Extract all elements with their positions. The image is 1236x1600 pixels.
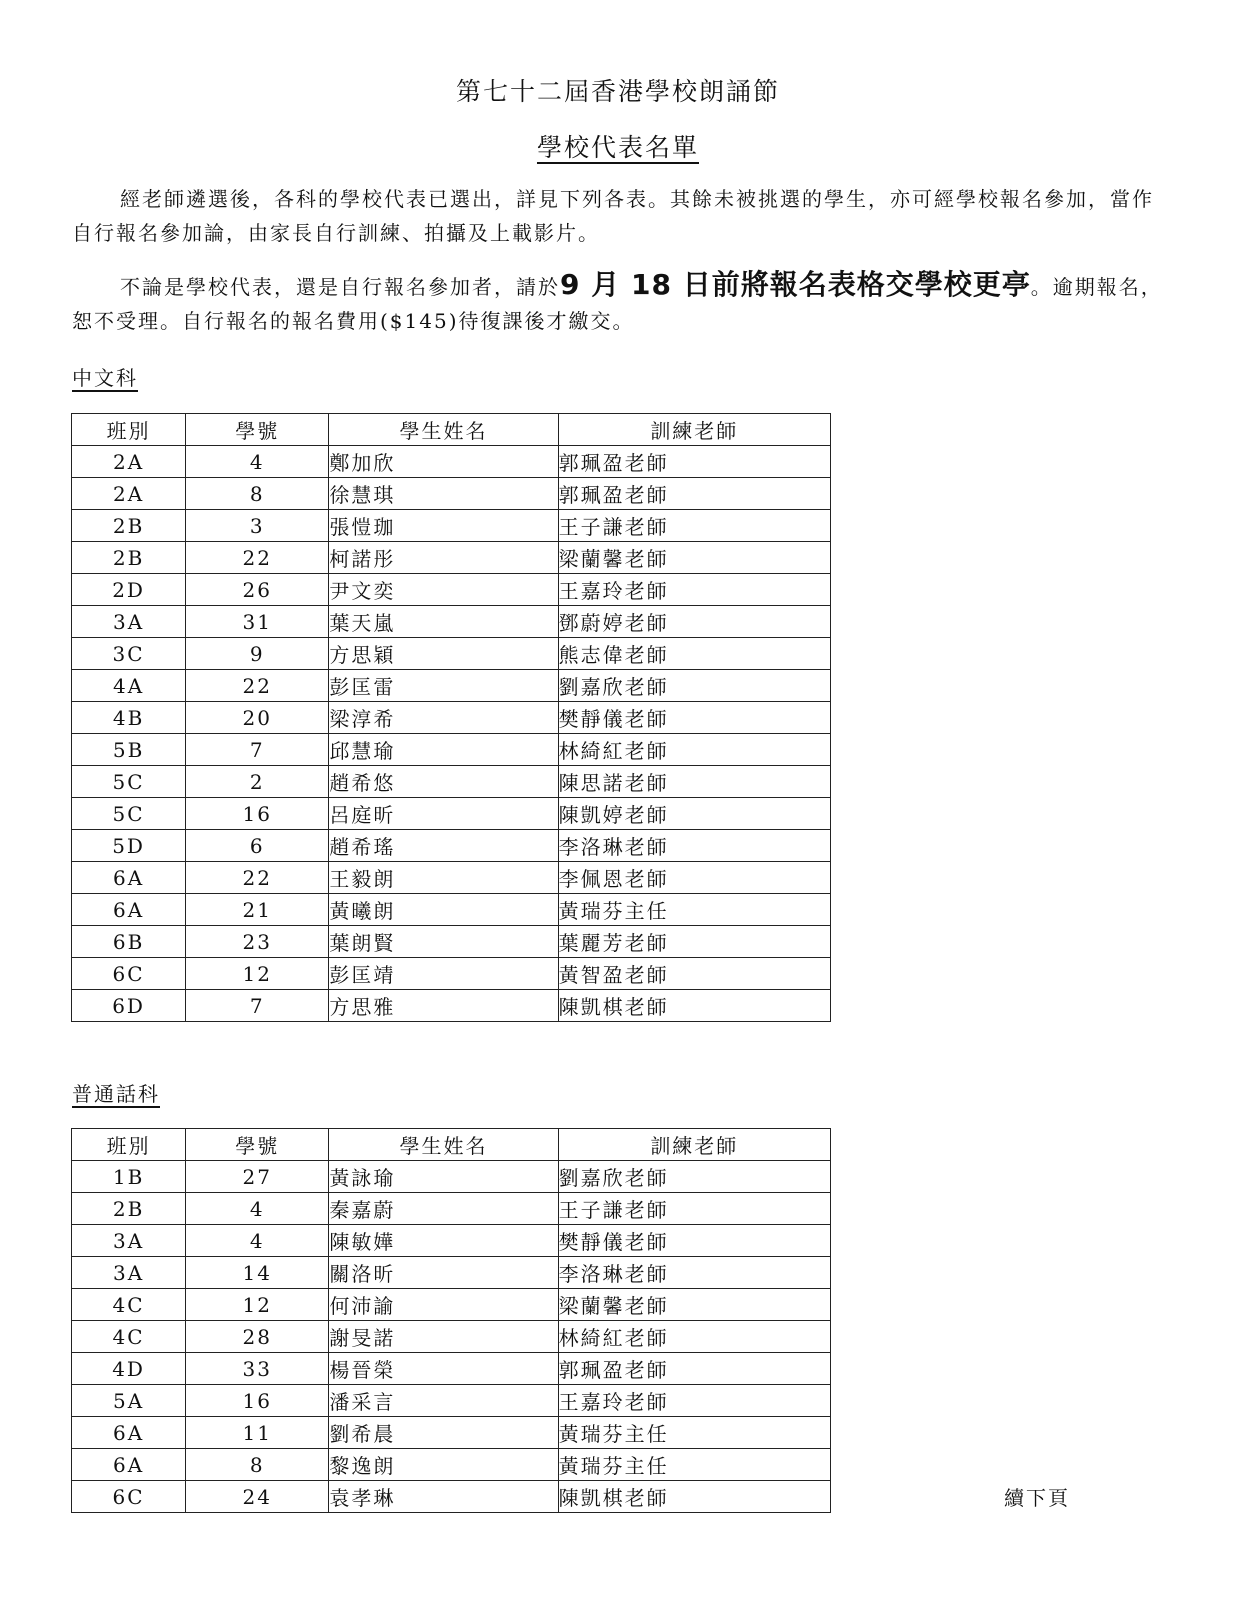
student-name-cell: 黎逸朗 <box>329 1449 558 1481</box>
class-cell: 2A <box>72 478 186 510</box>
table-row <box>72 1481 831 1513</box>
student-name-cell: 彭匡雷 <box>329 670 558 702</box>
column-header-teacher: 訓練老師 <box>558 414 830 446</box>
page-subtitle: 學校代表名單 <box>536 133 699 162</box>
student-name-cell: 梁淳希 <box>329 702 558 734</box>
student-name-cell: 謝旻諾 <box>329 1321 558 1353</box>
teacher-cell: 陳凱棋老師 <box>558 990 830 1022</box>
table-row <box>72 446 831 478</box>
chinese-roster-body <box>72 446 831 1022</box>
section-label-putonghua: 普通話科 <box>72 1082 160 1106</box>
teacher-cell: 鄧蔚婷老師 <box>558 606 830 638</box>
teacher-cell: 熊志偉老師 <box>558 638 830 670</box>
teacher-cell: 李洛琳老師 <box>558 1257 830 1289</box>
deadline-text-before: 不論是學校代表，還是自行報名參加者，請於 <box>120 275 560 299</box>
student-number-cell: 4 <box>186 446 329 478</box>
column-header-student: 學生姓名 <box>329 1129 558 1161</box>
table-header-row <box>72 414 831 446</box>
student-number-cell: 31 <box>186 606 329 638</box>
table-row <box>72 1321 831 1353</box>
class-cell: 2B <box>72 542 186 574</box>
student-name-cell: 袁孝琳 <box>329 1481 558 1513</box>
student-name-cell: 何沛諭 <box>329 1289 558 1321</box>
table-row <box>72 1417 831 1449</box>
class-cell: 6A <box>72 862 186 894</box>
column-header-class: 班別 <box>72 414 186 446</box>
student-name-cell: 葉朗賢 <box>329 926 558 958</box>
section-label-chinese: 中文科 <box>72 366 138 390</box>
putonghua-roster-table <box>71 1128 831 1513</box>
page-title: 第七十二屆香港學校朗誦節 <box>455 77 780 106</box>
class-cell: 4B <box>72 702 186 734</box>
student-name-cell: 王毅朗 <box>329 862 558 894</box>
student-name-cell: 呂庭昕 <box>329 798 558 830</box>
table-row <box>72 798 831 830</box>
table-row <box>72 638 831 670</box>
student-number-cell: 11 <box>186 1417 329 1449</box>
student-number-cell: 14 <box>186 1257 329 1289</box>
student-number-cell: 21 <box>186 894 329 926</box>
intro-paragraph <box>72 182 1167 250</box>
table-row <box>72 1385 831 1417</box>
chinese-roster-table <box>71 413 831 1022</box>
teacher-cell: 樊靜儀老師 <box>558 1225 830 1257</box>
student-name-cell: 方思穎 <box>329 638 558 670</box>
class-cell: 5D <box>72 830 186 862</box>
table-row <box>72 606 831 638</box>
teacher-cell: 梁蘭馨老師 <box>558 1289 830 1321</box>
student-name-cell: 趙希瑤 <box>329 830 558 862</box>
column-header-number: 學號 <box>186 1129 329 1161</box>
table-row <box>72 958 831 990</box>
teacher-cell: 郭珮盈老師 <box>558 1353 830 1385</box>
class-cell: 6C <box>72 1481 186 1513</box>
class-cell: 6A <box>72 894 186 926</box>
teacher-cell: 黃智盈老師 <box>558 958 830 990</box>
teacher-cell: 黃瑞芬主任 <box>558 1449 830 1481</box>
student-name-cell: 方思雅 <box>329 990 558 1022</box>
student-number-cell: 9 <box>186 638 329 670</box>
table-row <box>72 1449 831 1481</box>
student-number-cell: 28 <box>186 1321 329 1353</box>
table-row <box>72 766 831 798</box>
student-name-cell: 劉希晨 <box>329 1417 558 1449</box>
student-number-cell: 26 <box>186 574 329 606</box>
class-cell: 3C <box>72 638 186 670</box>
class-cell: 3A <box>72 1257 186 1289</box>
student-number-cell: 2 <box>186 766 329 798</box>
table-row <box>72 574 831 606</box>
class-cell: 4A <box>72 670 186 702</box>
class-cell: 6C <box>72 958 186 990</box>
class-cell: 1B <box>72 1161 186 1193</box>
table-row <box>72 862 831 894</box>
class-cell: 5C <box>72 766 186 798</box>
teacher-cell: 葉麗芳老師 <box>558 926 830 958</box>
student-name-cell: 柯諾彤 <box>329 542 558 574</box>
student-number-cell: 12 <box>186 1289 329 1321</box>
teacher-cell: 陳思諾老師 <box>558 766 830 798</box>
subtitle-wrap <box>0 128 1236 164</box>
table-row <box>72 894 831 926</box>
student-name-cell: 潘采言 <box>329 1385 558 1417</box>
teacher-cell: 樊靜儀老師 <box>558 702 830 734</box>
class-cell: 2B <box>72 1193 186 1225</box>
student-number-cell: 20 <box>186 702 329 734</box>
class-cell: 2B <box>72 510 186 542</box>
teacher-cell: 王嘉玲老師 <box>558 574 830 606</box>
teacher-cell: 梁蘭馨老師 <box>558 542 830 574</box>
student-name-cell: 陳敏嬅 <box>329 1225 558 1257</box>
student-number-cell: 33 <box>186 1353 329 1385</box>
table-row <box>72 734 831 766</box>
student-name-cell: 張愷珈 <box>329 510 558 542</box>
deadline-emphasis: 9 月 18 日前將報名表格交學校更亭 <box>560 268 1031 301</box>
teacher-cell: 李佩恩老師 <box>558 862 830 894</box>
class-cell: 6B <box>72 926 186 958</box>
table-row <box>72 1353 831 1385</box>
student-number-cell: 22 <box>186 542 329 574</box>
class-cell: 5A <box>72 1385 186 1417</box>
student-name-cell: 黃曦朗 <box>329 894 558 926</box>
deadline-text-after: 。逾期報名，恕不受理。自行報名的報名費用($145)待復課後才繳交。 <box>72 275 1163 333</box>
student-number-cell: 12 <box>186 958 329 990</box>
student-name-cell: 彭匡靖 <box>329 958 558 990</box>
continued-note: 續下頁 <box>1004 1486 1070 1510</box>
teacher-cell: 李洛琳老師 <box>558 830 830 862</box>
class-cell: 4C <box>72 1321 186 1353</box>
class-cell: 5B <box>72 734 186 766</box>
putonghua-roster-body <box>72 1161 831 1513</box>
student-number-cell: 16 <box>186 798 329 830</box>
class-cell: 4C <box>72 1289 186 1321</box>
table-row <box>72 670 831 702</box>
table-row <box>72 1257 831 1289</box>
column-header-class: 班別 <box>72 1129 186 1161</box>
student-number-cell: 4 <box>186 1225 329 1257</box>
student-number-cell: 6 <box>186 830 329 862</box>
class-cell: 4D <box>72 1353 186 1385</box>
student-name-cell: 邱慧瑜 <box>329 734 558 766</box>
student-number-cell: 7 <box>186 990 329 1022</box>
student-number-cell: 8 <box>186 1449 329 1481</box>
student-number-cell: 24 <box>186 1481 329 1513</box>
student-number-cell: 27 <box>186 1161 329 1193</box>
teacher-cell: 陳凱棋老師 <box>558 1481 830 1513</box>
table-row <box>72 478 831 510</box>
student-number-cell: 23 <box>186 926 329 958</box>
class-cell: 3A <box>72 1225 186 1257</box>
class-cell: 6A <box>72 1417 186 1449</box>
table-row <box>72 1193 831 1225</box>
table-row <box>72 1289 831 1321</box>
table-row <box>72 1225 831 1257</box>
column-header-student: 學生姓名 <box>329 414 558 446</box>
class-cell: 6D <box>72 990 186 1022</box>
class-cell: 2D <box>72 574 186 606</box>
student-name-cell: 鄭加欣 <box>329 446 558 478</box>
table-row <box>72 1161 831 1193</box>
student-name-cell: 徐慧琪 <box>329 478 558 510</box>
student-number-cell: 16 <box>186 1385 329 1417</box>
student-number-cell: 3 <box>186 510 329 542</box>
student-name-cell: 黃詠瑜 <box>329 1161 558 1193</box>
table-row <box>72 542 831 574</box>
teacher-cell: 劉嘉欣老師 <box>558 1161 830 1193</box>
table-row <box>72 510 831 542</box>
student-name-cell: 關洛昕 <box>329 1257 558 1289</box>
student-name-cell: 趙希悠 <box>329 766 558 798</box>
class-cell: 3A <box>72 606 186 638</box>
student-number-cell: 22 <box>186 670 329 702</box>
column-header-teacher: 訓練老師 <box>558 1129 830 1161</box>
table-row <box>72 702 831 734</box>
student-name-cell: 楊晉榮 <box>329 1353 558 1385</box>
table-header-row <box>72 1129 831 1161</box>
teacher-cell: 王子謙老師 <box>558 1193 830 1225</box>
teacher-cell: 王子謙老師 <box>558 510 830 542</box>
teacher-cell: 劉嘉欣老師 <box>558 670 830 702</box>
teacher-cell: 林綺紅老師 <box>558 1321 830 1353</box>
student-name-cell: 秦嘉蔚 <box>329 1193 558 1225</box>
teacher-cell: 郭珮盈老師 <box>558 446 830 478</box>
class-cell: 6A <box>72 1449 186 1481</box>
student-number-cell: 7 <box>186 734 329 766</box>
student-number-cell: 8 <box>186 478 329 510</box>
deadline-paragraph <box>72 268 1167 338</box>
teacher-cell: 陳凱婷老師 <box>558 798 830 830</box>
column-header-number: 學號 <box>186 414 329 446</box>
student-name-cell: 尹文奕 <box>329 574 558 606</box>
table-row <box>72 926 831 958</box>
student-number-cell: 4 <box>186 1193 329 1225</box>
class-cell: 2A <box>72 446 186 478</box>
teacher-cell: 王嘉玲老師 <box>558 1385 830 1417</box>
table-row <box>72 830 831 862</box>
teacher-cell: 郭珮盈老師 <box>558 478 830 510</box>
intro-text: 經老師遴選後，各科的學校代表已選出，詳見下列各表。其餘未被挑選的學生，亦可經學校報名參加，當作自行報名參加論，由家長自行訓練、拍攝及上載影片。 <box>72 187 1154 245</box>
teacher-cell: 林綺紅老師 <box>558 734 830 766</box>
student-name-cell: 葉天嵐 <box>329 606 558 638</box>
teacher-cell: 黃瑞芬主任 <box>558 894 830 926</box>
student-number-cell: 22 <box>186 862 329 894</box>
table-row <box>72 990 831 1022</box>
teacher-cell: 黃瑞芬主任 <box>558 1417 830 1449</box>
class-cell: 5C <box>72 798 186 830</box>
